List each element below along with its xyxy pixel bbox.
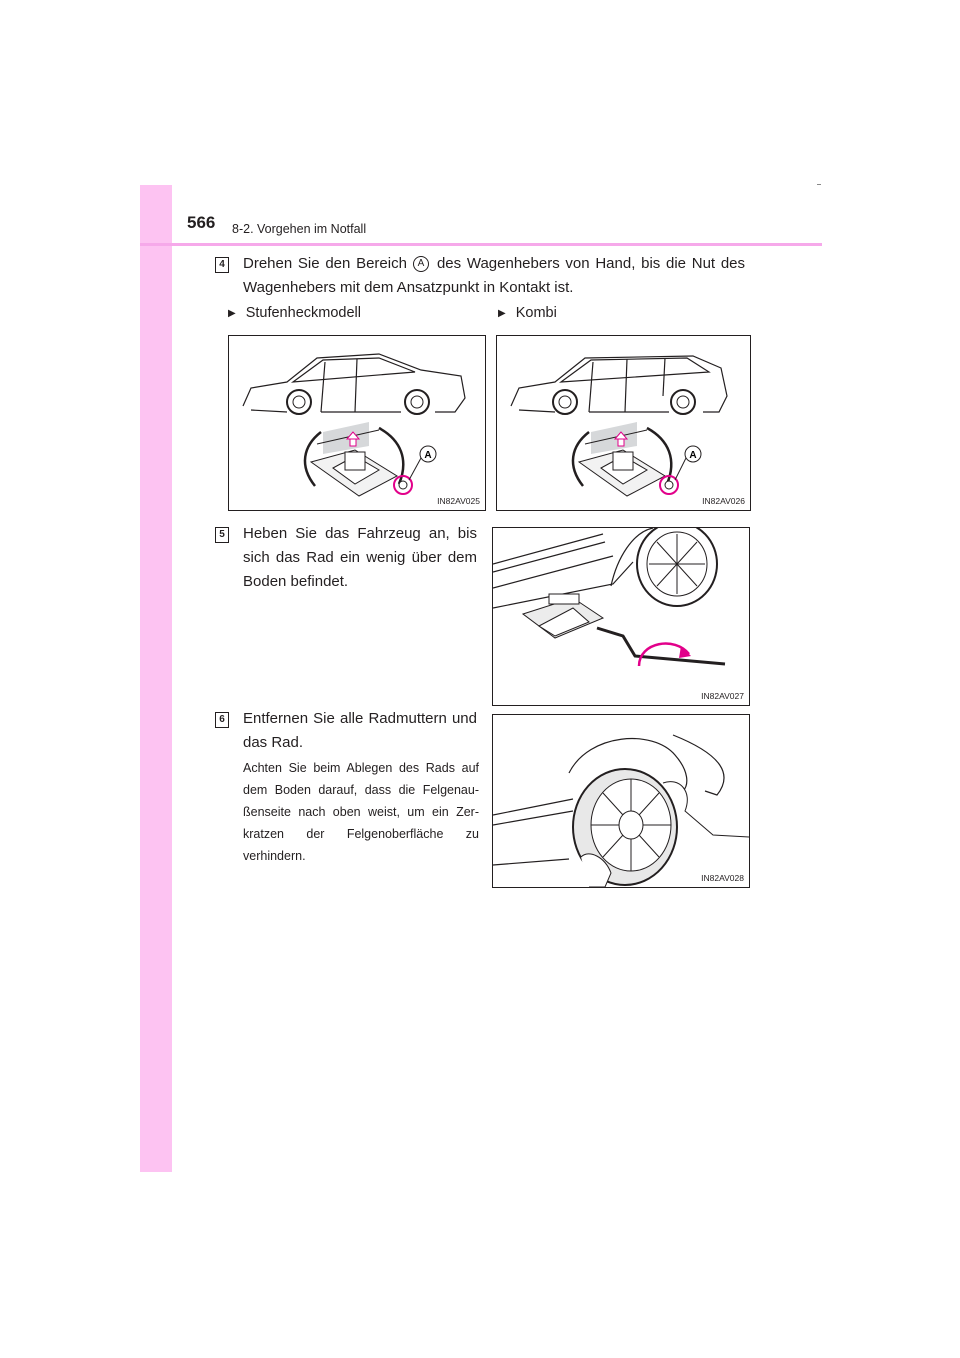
- header-rule: [140, 243, 822, 246]
- figure-wagon-jack: [496, 335, 751, 511]
- sedan-jack-illustration: [229, 336, 485, 510]
- variant-label-wagon: [498, 305, 557, 321]
- step-6-text: Entfernen Sie alle Radmuttern und das Rad.: [243, 710, 477, 751]
- step-5-text: Heben Sie das Fahrzeug an, bis sich das Rad ein wenig über dem Boden befindet.: [243, 525, 477, 590]
- variant-label-text: Kombi: [515, 305, 557, 321]
- figure-code: IN82AV026: [702, 496, 745, 506]
- chapter-sidebar-tab: [140, 185, 172, 1172]
- step-4-text-before: Drehen Sie den Bereich: [243, 255, 407, 272]
- variant-label-text: Stufenheckmodell: [245, 305, 361, 321]
- wagon-jack-illustration: [497, 336, 750, 510]
- variant-label-sedan: [228, 305, 361, 321]
- remove-wheel-illustration: [493, 715, 749, 887]
- step-number-4: 4: [215, 257, 229, 273]
- callout-a: A: [424, 450, 432, 461]
- section-title: 8-2. Vorgehen im Notfall: [232, 222, 367, 236]
- figure-code: IN82AV028: [701, 873, 744, 883]
- figure-code: IN82AV027: [701, 691, 744, 701]
- triangle-bullet-icon: ▶: [498, 308, 506, 319]
- figure-code: IN82AV025: [437, 496, 480, 506]
- step-4-text: [243, 252, 745, 300]
- page-number: 566: [187, 213, 216, 232]
- step-4-text-after: des Wagenhebers von Hand, bis die Nut des Wagenhebers mit dem Ansatzpunkt in Kontakt ist.: [243, 255, 746, 296]
- raise-vehicle-illustration: [493, 528, 749, 705]
- figure-remove-wheel: [492, 714, 750, 888]
- figure-sedan-jack: [228, 335, 486, 511]
- step-number-6: 6: [215, 712, 229, 728]
- step-6-note: Achten Sie beim Ablegen des Rads auf dem Boden darauf, dass die Felgenau-ßenseite nach oben weist, um ein Zer-kratzen der Felgenoberfläche zu verhindern.: [243, 761, 479, 863]
- step-number-5: 5: [215, 527, 229, 543]
- callout-a: A: [689, 450, 697, 461]
- crop-mark: [817, 184, 821, 185]
- callout-a-marker: A: [413, 256, 429, 272]
- figure-raise-vehicle: [492, 527, 750, 706]
- triangle-bullet-icon: ▶: [228, 308, 236, 319]
